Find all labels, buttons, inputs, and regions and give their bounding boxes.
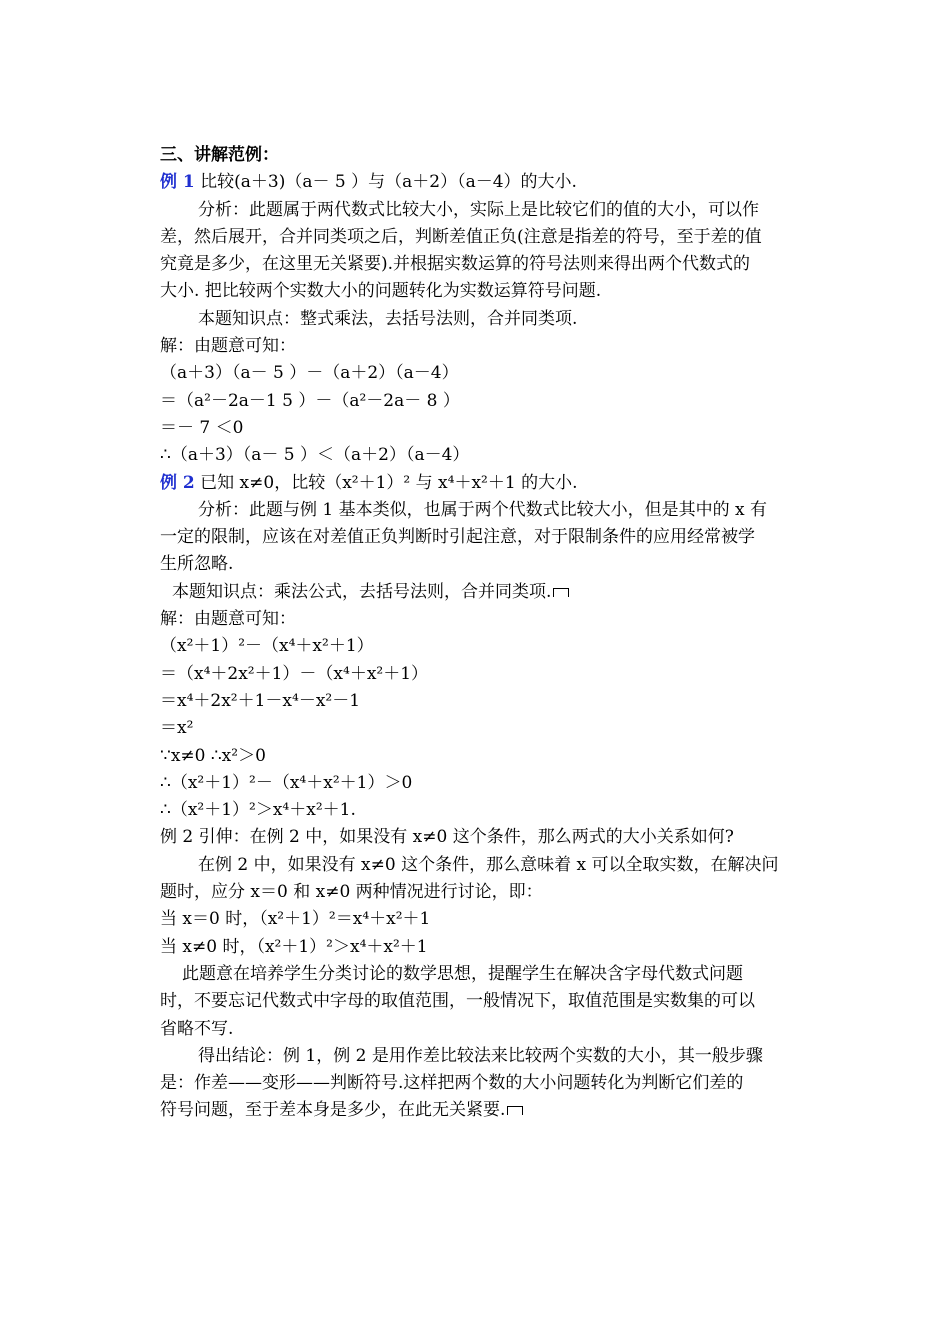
example2-solution-line: 解：由题意可知： xyxy=(160,609,296,630)
example2-solution-line: ＝x⁴＋2x²＋1－x⁴－x²－1 xyxy=(160,690,361,711)
example2-label: 例 2 xyxy=(160,472,195,493)
conclusion-line: 是：作差——变形——判断符号.这样把两个数的大小问题转化为判断它们差的 xyxy=(160,1073,744,1094)
example2-solution-line: ∴（x²＋1）²＞x⁴＋x²＋1. xyxy=(160,800,356,821)
example1-analysis-line: 大小. 把比较两个实数大小的问题转化为实数运算符号问题. xyxy=(160,281,602,302)
conclusion-line: 得出结论：例 1，例 2 是用作差比较法来比较两个实数的大小，其一般步骤 xyxy=(198,1045,763,1066)
example2-solution-line: ∴（x²＋1）²－（x⁴＋x²＋1）＞0 xyxy=(160,772,413,793)
example2-problem xyxy=(160,470,800,497)
example1-label: 例 1 xyxy=(160,172,195,193)
purpose-line: 此题意在培养学生分类讨论的数学思想，提醒学生在解决含字母代数式问题 xyxy=(182,963,743,984)
example2-extension-title: 例 2 引伸：在例 2 中，如果没有 x≠0 这个条件，那么两式的大小关系如何? xyxy=(160,827,734,848)
section-title: 三、讲解范例： xyxy=(160,145,279,165)
example2-extension-line: 在例 2 中，如果没有 x≠0 这个条件，那么意味着 x 可以全取实数，在解决问 xyxy=(198,854,779,875)
conclusion-line-text: 符号问题，至于差本身是多少，在此无关紧要. xyxy=(160,1100,506,1121)
example2-knowledge xyxy=(160,579,800,606)
example1-solution-line: ＝－ 7 ＜0 xyxy=(160,417,244,438)
example1-solution-line: （a＋3）（a－ 5 ）－（a＋2）（a－4） xyxy=(160,363,459,384)
example2-solution-line: ＝x² xyxy=(160,718,194,739)
example1-problem-text: 比较(a＋3)（a－ 5 ）与（a＋2）（a－4）的大小. xyxy=(194,172,577,193)
example2-analysis-line: 分析：此题与例 1 基本类似，也属于两个代数式比较大小，但是其中的 x 有 xyxy=(198,499,768,520)
example2-analysis-line: 生所忽略. xyxy=(160,554,234,575)
paragraph-end-mark-icon xyxy=(507,1106,523,1115)
purpose-line: 时，不要忘记代数式中字母的取值范围，一般情况下，取值范围是实数集的可以 xyxy=(160,991,755,1012)
example1-analysis-line: 差，然后展开，合并同类项之后，判断差值正负(注意是指差的符号，至于差的值 xyxy=(160,226,762,247)
purpose-line: 省略不写. xyxy=(160,1018,234,1039)
example1-solution-line: ∴（a＋3）（a－ 5 ）＜（a＋2）（a－4） xyxy=(160,445,470,466)
example2-solution-line: ＝（x⁴＋2x²＋1）－（x⁴＋x²＋1） xyxy=(160,663,429,684)
example1-solution-line: 解：由题意可知： xyxy=(160,336,296,357)
example2-extension-line: 当 x＝0 时，（x²＋1）²＝x⁴＋x²＋1 xyxy=(160,909,431,930)
document-page xyxy=(160,142,800,1125)
paragraph-end-mark-icon xyxy=(553,588,569,597)
example2-extension-line: 题时，应分 x＝0 和 x≠0 两种情况进行讨论，即： xyxy=(160,882,543,903)
example2-problem-text: 已知 x≠0，比较（x²＋1）² 与 x⁴＋x²＋1 的大小. xyxy=(194,472,578,493)
example1-analysis-line: 究竟是多少，在这里无关紧要).并根据实数运算的符号法则来得出两个代数式的 xyxy=(160,254,751,275)
example1-knowledge: 本题知识点：整式乘法，去括号法则，合并同类项. xyxy=(198,308,578,329)
example2-solution-line: ∵x≠0 ∴x²＞0 xyxy=(160,745,266,766)
example2-analysis-line: 一定的限制，应该在对差值正负判断时引起注意，对于限制条件的应用经常被学 xyxy=(160,527,755,548)
example1-problem xyxy=(160,169,800,196)
conclusion-line xyxy=(160,1097,800,1124)
example1-analysis-line: 分析：此题属于两代数式比较大小，实际上是比较它们的值的大小，可以作 xyxy=(198,199,759,220)
example1-solution-line: ＝（a²－2a－1 5 ）－（a²－2a－ 8 ） xyxy=(160,390,460,411)
example2-knowledge-text: 本题知识点：乘法公式，去括号法则，合并同类项. xyxy=(172,581,552,602)
example2-extension-line: 当 x≠0 时，（x²＋1）²＞x⁴＋x²＋1 xyxy=(160,936,428,957)
example2-solution-line: （x²＋1）²－（x⁴＋x²＋1） xyxy=(160,636,374,657)
